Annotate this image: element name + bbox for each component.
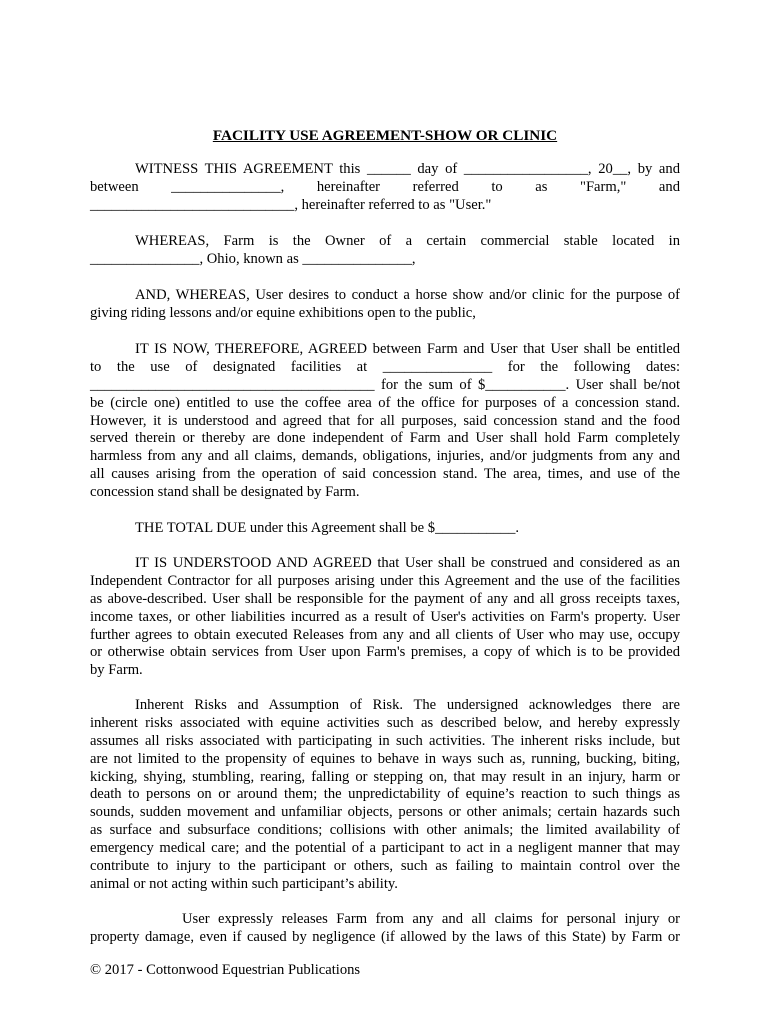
paragraph-agreed [90,341,680,502]
text-line: WITNESS THIS AGREEMENT this ______ day of _________________, 20__, by and [135,161,680,177]
paragraph-whereas [90,233,680,269]
text-line: _______________, Ohio, known as _______________, [90,250,416,267]
text-line: IT IS NOW, THEREFORE, AGREED between Farm and User that User shall be entitled [135,341,680,357]
text-line: property damage, even if caused by negligence (if allowed by the laws of this State) by Farm or [90,928,680,945]
paragraph-inherent-risks [90,697,680,894]
paragraph-independent-contractor [90,555,680,680]
text-line: _______________________________________ for the sum of $___________. User shall be/not [90,376,680,393]
copyright-footer: © 2017 - Cottonwood Equestrian Publications [90,962,361,978]
text-line: sounds, sudden movement and unfamiliar objects, persons or other animals; certain hazards such [90,804,680,821]
text-line: between _______________, hereinafter referred to as "Farm," and [90,178,680,195]
text-line: assumes all risks associated with participating in such activities. The inherent risks include, but [90,732,680,749]
text-line: giving riding lessons and/or equine exhibitions open to the public, [90,304,476,321]
text-line: harmless from any and all claims, demands, obligations, injuries, and/or judgments from any and [90,448,680,465]
paragraph-total-due [90,520,680,538]
text-line: or otherwise obtain services from User upon Farm's premises, a copy of which is to be provided [90,644,680,661]
paragraph-witness [90,161,680,215]
text-line: WHEREAS, Farm is the Owner of a certain commercial stable located in [135,233,680,249]
text-line: ____________________________, hereinafter referred to as "User." [90,196,492,213]
document-title: FACILITY USE AGREEMENT-SHOW OR CLINIC [212,127,558,144]
text-line: inherent risks associated with equine activities such as described below, and hereby expressly [90,714,680,731]
text-line: further agrees to obtain executed Releases from any and all clients of User who may use, occupy [90,626,680,643]
text-line: served therein or thereby are done independent of Farm and User shall hold Farm completely [90,430,680,447]
text-line: IT IS UNDERSTOOD AND AGREED that User shall be construed and considered as an [135,555,680,571]
text-line: by Farm. [90,662,143,679]
text-line: all causes arising from the operation of said concession stand. The area, times, and use of the [90,466,680,483]
text-line: be (circle one) entitled to use the coffee area of the office for purposes of a concession stand. [90,394,680,411]
text-line: death to persons on or around them; the unpredictability of equine’s reaction to such things as [90,786,680,803]
text-line: THE TOTAL DUE under this Agreement shall be $___________. [135,520,520,536]
text-line: Independent Contractor for all purposes arising under this Agreement and the use of the facilities [90,572,680,589]
text-line: concession stand shall be designated by Farm. [90,484,360,501]
text-line: animal or not acting within such participant’s ability. [90,875,398,892]
paragraph-and-whereas [90,287,680,323]
text-line: User expressly releases Farm from any and all claims for personal injury or [182,911,680,927]
text-line: contribute to injury to the participant or others, such as failing to maintain control over the [90,858,680,875]
text-line: Inherent Risks and Assumption of Risk. The undersigned acknowledges there are [135,697,680,713]
text-line: as above-described. User shall be responsible for the payment of any and all gross receipts taxes, [90,590,680,607]
text-line: emergency medical care; and the potential of a participant to act in a negligent manner that may [90,840,680,857]
text-line: kicking, shying, stumbling, rearing, falling or stepping on, that may result in an injury, harm or [90,768,680,785]
text-line: income taxes, or other liabilities incurred as a result of User's activities on Farm's property. User [90,608,680,625]
text-line: are not limited to the propensity of equines to behave in ways such as, running, bucking, biting, [90,750,680,767]
text-line: as surface and subsurface conditions; collisions with other animals; the limited availability of [90,822,680,839]
text-line: However, it is understood and agreed that for all purposes, said concession stand and the food [90,412,680,429]
text-line: to the use of designated facilities at _______________ for the following dates: [90,358,680,375]
text-line: AND, WHEREAS, User desires to conduct a horse show and/or clinic for the purpose of [135,287,680,303]
paragraph-release [90,911,680,947]
